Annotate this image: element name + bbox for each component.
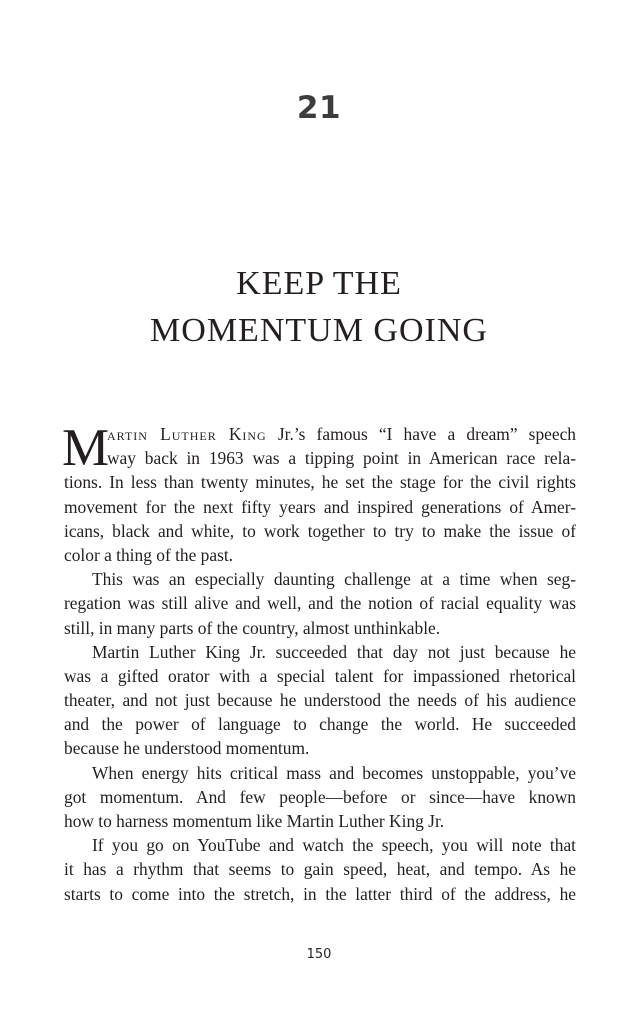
page-number: 150 — [306, 947, 332, 962]
text-line: way back in 1963 was a tipping point in American race rela- — [107, 448, 576, 469]
text-line — [64, 422, 576, 446]
text-line: icans, black and white, to work together to try to make the issue of — [64, 520, 576, 541]
text-line: theater, and not just because he understood the needs of his audience — [64, 690, 576, 711]
text-line: color a thing of the past. — [64, 544, 234, 565]
chapter-number: 21 — [296, 90, 342, 126]
body-text — [62, 419, 576, 906]
text-line: This was an especially daunting challenge at a time when seg- — [92, 569, 576, 590]
text-line: Martin Luther King Jr. succeeded that day not just because he — [92, 641, 576, 662]
text-line: movement for the next fifty years and inspired generations of Amer- — [64, 496, 576, 517]
text-line-rest: Jr.’s famous “I have a dream” speech — [266, 424, 576, 444]
drop-cap: M — [62, 419, 110, 477]
text-line: regation was still alive and well, and the notion of racial equality was — [64, 593, 576, 614]
text-line: how to harness momentum like Martin Luther King Jr. — [64, 811, 445, 831]
text-line: got momentum. And few people—before or since—have known — [64, 786, 576, 807]
text-line: was a gifted orator with a special talent for impassioned rhetorical — [64, 665, 576, 686]
text-line: because he understood momentum. — [64, 738, 310, 759]
text-line: starts to come into the stretch, in the latter third of the address, he — [64, 883, 576, 904]
text-line: still, in many parts of the country, almost unthinkable. — [64, 617, 441, 638]
chapter-title-line: MOMENTUM GOING — [150, 312, 488, 349]
text-line: it has a rhythm that seems to gain speed, heat, and tempo. As he — [64, 859, 576, 880]
chapter-title-line: KEEP THE — [236, 265, 402, 302]
text-line: If you go on YouTube and watch the speech, you will note that — [92, 835, 576, 856]
text-line: and the power of language to change the world. He succeeded — [64, 714, 576, 735]
chapter-title — [0, 260, 638, 354]
text-line: tions. In less than twenty minutes, he set the stage for the civil rights — [64, 472, 576, 493]
small-caps-lead: artin Luther King — [107, 424, 267, 444]
text-line: When energy hits critical mass and becomes unstoppable, you’ve — [92, 762, 576, 783]
